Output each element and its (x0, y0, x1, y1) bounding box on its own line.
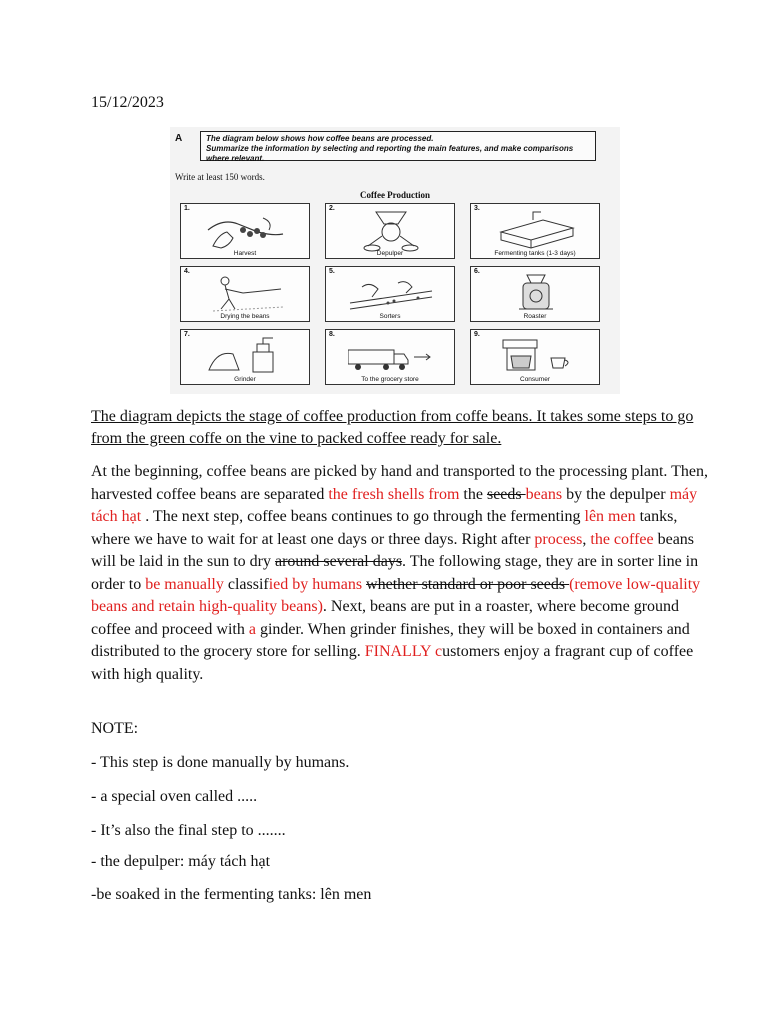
step-roaster (470, 266, 600, 322)
step-number: 6. (474, 268, 480, 275)
task-prompt-line-2: Summarize the information by selecting and reporting the main features, and make comparisons where relevant. (206, 144, 574, 163)
task-image (170, 127, 620, 394)
roaster-machine-icon (493, 273, 579, 315)
task-prompt-box (200, 131, 596, 161)
step-grocery (325, 329, 455, 385)
correction-text: the fresh shells from (328, 485, 460, 503)
body-text: At the beginning, coffee beans are picked by hand and transported to the processing plant. Then, harvested coffee beans are separated (91, 463, 708, 503)
step-caption: Drying the beans (220, 313, 270, 320)
step-grinder (180, 329, 310, 385)
grinder-icon (203, 336, 289, 378)
diagram-title: Coffee Production (359, 190, 431, 200)
body-text: classif (223, 575, 269, 593)
coffee-maker-cup-icon (493, 336, 579, 378)
note-item: - a special oven called ..... (91, 788, 258, 805)
step-number: 3. (474, 205, 480, 212)
step-depulper (325, 203, 455, 259)
correction-text: process (534, 530, 583, 548)
depulper-machine-icon (348, 210, 434, 252)
correction-text: be manually (145, 575, 224, 593)
step-caption: Consumer (520, 376, 550, 383)
correction-text: FINALLY c (364, 643, 443, 660)
step-caption: To the grocery store (361, 376, 419, 383)
body-text: ustomers enjoy a fragrant cup of coffee with high quality. (91, 643, 694, 683)
document-date: 15/12/2023 (91, 94, 164, 111)
body-text: . The following stage, they are in sorter line in order to (91, 553, 699, 593)
word-count-instruction: Write at least 150 words. (175, 172, 265, 182)
summary-sentence: The diagram depicts the stage of coffee production from coffe beans. It takes some steps to go from the green coffe on the vine to packed coffee ready for sale. (91, 408, 694, 447)
struck-text: around several days (274, 553, 403, 570)
task-letter: A (175, 133, 183, 144)
drying-rake-icon (203, 273, 289, 315)
note-item: -be soaked in the fermenting tanks: lên men (91, 886, 372, 903)
step-harvest (180, 203, 310, 259)
step-caption: Depulper (376, 250, 404, 257)
step-caption: Grinder (234, 376, 256, 383)
step-caption: Roaster (523, 313, 547, 320)
hand-picking-icon (203, 210, 289, 252)
body-text: beans will be laid in the sun to dry (91, 530, 695, 570)
body-text: ginder. When grinder finishes, they will be boxed in containers and distributed to the grocery store for selling. (91, 620, 690, 660)
fermenting-tank-icon (493, 210, 579, 252)
step-caption: Sorters (379, 313, 401, 320)
correction-text: ied by humans (268, 575, 363, 593)
step-number: 8. (329, 331, 335, 338)
struck-text: seeds (486, 485, 526, 503)
note-item: - This step is done manually by humans. (91, 754, 350, 771)
correction-text: (remove low-quality beans and retain high-quality beans) (91, 575, 701, 615)
struck-text: whether standard or poor seeds (366, 575, 570, 593)
note-item: - It’s also the final step to ....... (91, 822, 286, 839)
step-consumer (470, 329, 600, 385)
correction-text: the coffee (590, 530, 654, 548)
body-text: the (459, 485, 487, 503)
step-number: 5. (329, 268, 335, 275)
task-prompt-line-1: The diagram below shows how coffee beans are processed. (206, 134, 434, 143)
step-number: 2. (329, 205, 335, 212)
body-text: , (582, 530, 591, 548)
truck-icon (348, 336, 434, 378)
step-fermenting (470, 203, 600, 259)
note-item: - the depulper: máy tách hạt (91, 853, 271, 870)
correction-text: lên men (584, 508, 636, 525)
body-text: tanks, where we have to wait for at least one days or three days. Right after (91, 508, 678, 548)
step-caption: Harvest (233, 250, 257, 257)
correction-text: a (248, 620, 256, 638)
step-number: 1. (184, 205, 190, 212)
correction-text: máy tách hạt (91, 485, 698, 525)
step-drying (180, 266, 310, 322)
sorting-hands-icon (348, 273, 434, 315)
body-text: . Next, beans are put in a roaster, where become ground coffee and proceed with (91, 598, 680, 638)
step-sorters (325, 266, 455, 322)
correction-text: beans (525, 485, 563, 503)
step-number: 9. (474, 331, 480, 338)
note-heading: NOTE: (91, 720, 139, 737)
step-number: 4. (184, 268, 190, 275)
essay-body (91, 461, 715, 686)
step-caption: Fermenting tanks (1-3 days) (494, 250, 576, 257)
body-text: . The next step, coffee beans continues to go through the fermenting (141, 508, 585, 525)
step-number: 7. (184, 331, 190, 338)
body-text: by the depulper (562, 485, 670, 503)
